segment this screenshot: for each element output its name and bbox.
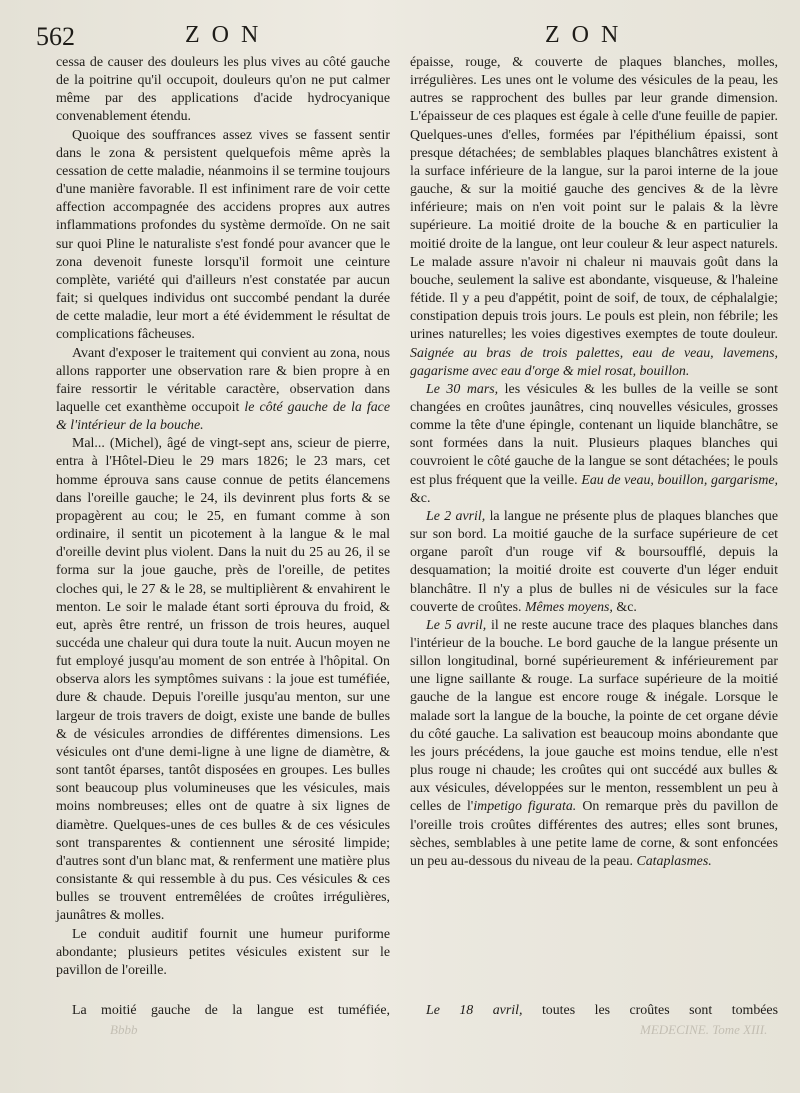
- italic-run: Mêmes moyens,: [524, 599, 613, 615]
- paragraph: [410, 54, 778, 381]
- paragraph: [56, 345, 390, 436]
- text-run: toutes les croûtes sont tombées: [541, 1003, 779, 1018]
- right-column-head: ZON: [545, 22, 631, 48]
- text-run: épaisse, rouge, & couverte de plaques blanches, molles, irrégulières. Les unes ont le volume des vésicules de la peau, les autres se rapprochent des bulles par leur grande dimension. L'épaisseur de ces plaques est égale à celle d'une feuille de papier. Quelques-unes d'elles, formées par l'épithélium épaissi, sont presque détachées; de semblables plaques blanchâtres existent à la surface inférieure de la langue, sur la paroi interne de la joue gauche, & sur la moitié gauche des gencives & de la lèvre inférieure; mais on n'en voit point sur le palais & la lèvre supérieure. La moitié droite de la bouche & en particulier la moitié droite de la langue, ont leur couleur & leur aspect naturels. Le malade assure n'avoir ni chaleur ni mauvais goût dans la bouche, seulement la salive est abondante, visqueuse, & l'haleine fétide. Il y a peu d'appétit, point de soif, de toux, de céphalalgie; constipation depuis trois jours. Le pouls est plein, non fébrile; les urines naturelles; les voies digestives exemptes de toute douleur.: [410, 55, 778, 343]
- paragraph: [410, 508, 778, 617]
- italic-run: Le 30 mars,: [426, 381, 499, 397]
- text-run: Avant d'exposer le traitement qui convient au zona, nous allons rapporter une observation rare & bien propre à en faire ressortir le véritable caractère, observation dans laquelle cet exanthème occupoit: [56, 345, 390, 415]
- left-column-last-line: [56, 1003, 390, 1017]
- paragraph: cessa de causer des douleurs les plus vives au côté gauche de la poitrine qu'il occupoit, douleurs qu'on ne put calmer même par des applications d'acide hydrocyanique convenablement étendu.: [56, 55, 390, 125]
- right-column-last-line: [410, 1003, 778, 1017]
- text-run: il ne reste aucune trace des plaques blanches dans l'intérieur de la bouche. Le bord gauche de la langue présente un sillon longitudinal, borné supérieurement & inférieurement par une ligne saillante & rouge. La surface supérieure de la moitié gauche de la langue est encore rouge & inégale. Lorsque le malade sort la langue de la bouche, la pointe de cet organe dévie du côté gauche. La salivation est beaucoup moins abondante que les jours précédens, la joue gauche est moins tendue, elle n'est plus rouge ni chaude; les croûtes qui ont succédé aux bulles & aux vésicules, développées sur le menton, ressemblent un peu à celles de l': [410, 617, 778, 815]
- right-column: [410, 54, 778, 871]
- italic-run: Le 2 avril,: [426, 508, 486, 524]
- text-run: &c.: [410, 490, 431, 506]
- text-run: la langue ne présente plus de plaques blanches que sur son bord. La moitié gauche de la surface supérieure de cet organe paroît d'un rouge vif & boursoufflé, depuis la desquamation; la moitié droite est couverte d'un léger enduit blanchâtre. Il n'y a plus de bulles ni de vésicules sur la face couverte de croûtes.: [410, 508, 778, 615]
- italic-run: Saignée au bras de trois palettes, eau de veau, lavemens, gagarisme avec eau d'orge & miel rosat, bouillon.: [410, 345, 778, 379]
- paragraph: [410, 381, 778, 508]
- italic-run: Eau de veau, bouillon, gargarisme,: [581, 472, 779, 488]
- bleed-through-footer: MEDECINE. Tome XIII.: [640, 1022, 768, 1037]
- text-run: &c.: [616, 599, 637, 615]
- italic-run: Cataplasmes.: [636, 853, 712, 869]
- paragraph: Le conduit auditif fournit une humeur puriforme abondante; plusieurs petites vésicules existent sur le pavillon de l'oreille.: [56, 926, 390, 978]
- paragraph: [410, 617, 778, 871]
- italic-run: Le 5 avril,: [426, 617, 487, 633]
- left-column: [56, 54, 390, 980]
- paragraph: Quoique des souffrances assez vives se fassent sentir dans le zona & persistent quelquefois même après la cessation de cette maladie, néanmoins il se termine toujours d'une manière favorable. Il est infiniment rare de voir cette affection accompagnée des accidens propres aux autres inflammations profondes du système dermoïde. On ne sait sur quoi Pline le naturaliste s'est fondé pour avancer que le zona devenoit funeste lorsqu'il formoit une ceinture complète, variété qui d'ailleurs n'est constatée par aucun fait; si quelques individus ont succombé pendant la durée de cette maladie, leur mort a été évidemment le résultat de complications fâcheuses.: [56, 127, 390, 343]
- bleed-through-signature: Bbbb: [110, 1022, 138, 1037]
- paragraph: Mal... (Michel), âgé de vingt-sept ans, scieur de pierre, entra à l'Hôtel-Dieu le 29 mars 1826; le 23 mars, cet homme éprouva sans cause connue de petits élancemens dans l'oreille gauche; le 24, ils devinrent plus forts & se propagèrent au cou; le 25, en fumant comme à son ordinaire, il sentit un picotement à la langue & le mal d'oreille devint plus violent. Dans la nuit du 25 au 26, il se forma sur la joue gauche, près de l'oreille, de petites cloches qui, le 27 & le 28, se multiplièrent & envahirent le menton. Le soir le malade étant sorti éprouva du froid, & eut, après être rentré, un frisson de trois heures, auquel succéda une chaleur qui dura toute la nuit. Aucun moyen ne fut employé jusqu'au moment de son entrée à l'hôpital. On observa alors les symptômes suivans : la joue est tuméfiée, dure & chaude. Depuis l'oreille jusqu'au menton, sur une largeur de trois travers de doigt, existe une bande de bulles & de vésicules arrondies de différentes dimensions. Les vésicules ont d'une demi-ligne à une ligne de diamètre, & sont tantôt éparses, tantôt disposées en groupes. Les bulles sont beaucoup plus volumineuses que les vésicules, mais moins nombreuses; elles ont de quatre à six lignes de diamètre. Quelques-unes de ces bulles & de ces vésicules sont transparentes & contiennent une sérosité limpide; d'autres sont d'un blanc mat, & renferment une matière plus consistante & qui ressemble à du pus. Ces vésicules & ces bulles se trouvent entremêlées de croûtes irrégulières, jaunâtres & molles.: [56, 436, 390, 924]
- text-run: les vésicules & les bulles de la veille se sont changées en croûtes jaunâtres, cinq nouvelles vésicules, grosses comme la tête d'une épingle, contenant un liquide blanchâtre, se sont formées dans la nuit. Plusieurs plaques blanches qui couvroient le côté gauche de la langue se sont détachées; le pouls est plus fréquent que la veille.: [410, 381, 778, 488]
- italic-run: Le 18 avril,: [426, 1003, 523, 1018]
- paragraph: La moitié gauche de la langue est tuméfiée,: [72, 1003, 390, 1018]
- left-column-head: ZON: [185, 22, 271, 48]
- text-run: On remarque près du pavillon de l'oreille trois croûtes différentes des autres; elles sont brunes, sèches, semblables à une petite lame de corne, & sont enfoncées un peu au-dessous du niveau de la peau.: [410, 799, 778, 869]
- italic-run: le côté gauche de la face & l'intérieur de la bouche.: [56, 399, 390, 434]
- italic-run: impetigo figurata.: [473, 799, 577, 815]
- page-number: 562: [36, 22, 75, 51]
- running-header: [0, 22, 800, 52]
- paragraph: [410, 1003, 778, 1019]
